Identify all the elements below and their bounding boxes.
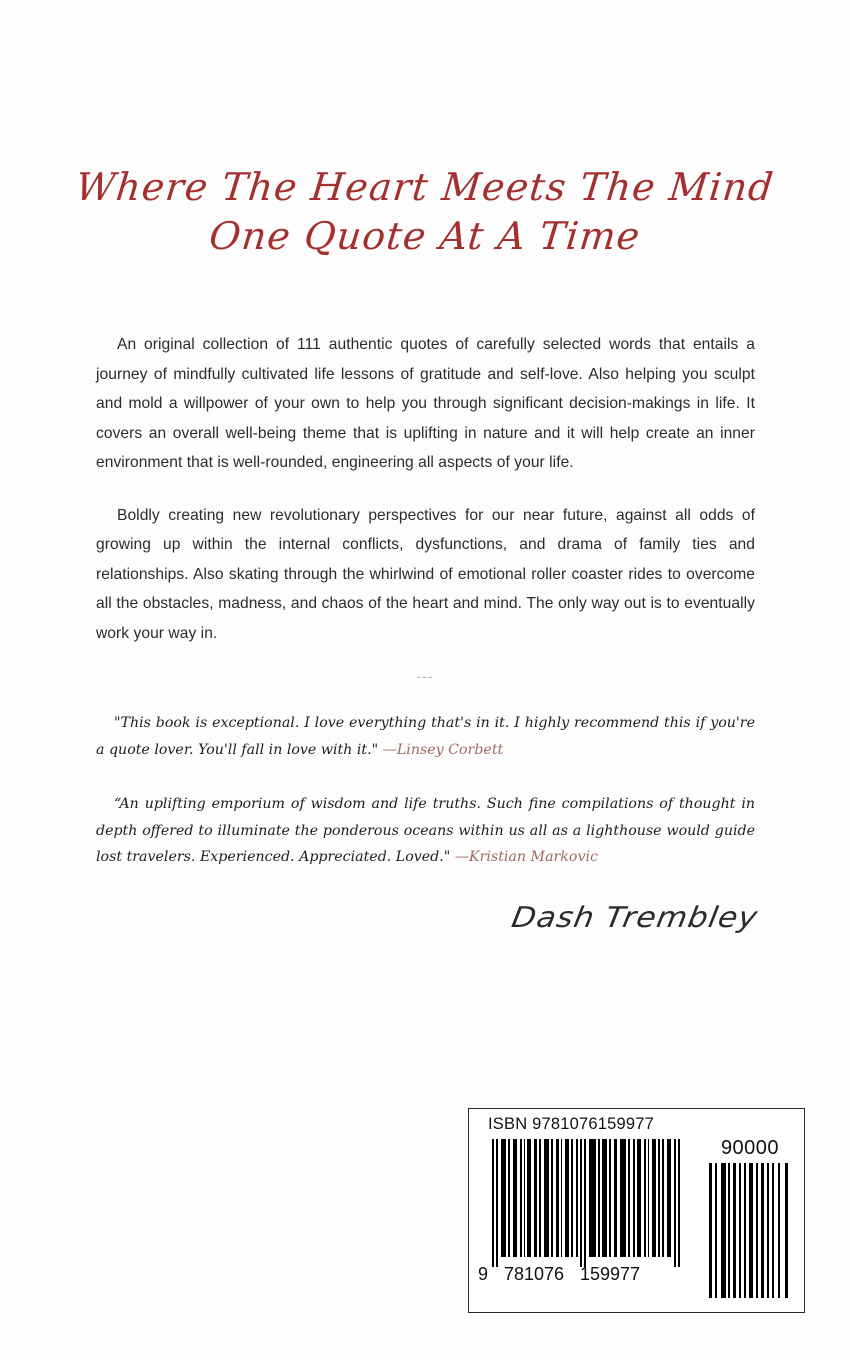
addon-digits: 90000 — [720, 1137, 780, 1159]
ean13-right-group: 159977 — [580, 1264, 641, 1284]
testimonial-2-attribution: —Kristian Markovic — [454, 849, 598, 865]
ean13-lead-digit: 9 — [478, 1264, 489, 1284]
ean13-left-group: 781076 — [504, 1264, 565, 1284]
description-paragraph-1: An original collection of 111 authentic quotes of carefully selected words that entails a journey of mindfully cultivated life lessons of gratitude and self-love. Also helping you sculpt and mold a willpower of your own to help you through significant decision-makings in life. It covers an overall well-being theme that is uplifting in nature and it will help create an inner environment that is well-rounded, engineering all aspects of your life. — [96, 336, 755, 471]
testimonial-2 — [96, 791, 755, 871]
addon-bars-svg — [707, 1163, 793, 1298]
barcode-panel — [468, 1108, 805, 1313]
section-divider: --- — [416, 668, 434, 684]
testimonial-1-quote: "This book is exceptional. I love everything that's in it. I highly recommend this if you're a quote lover. You'll fall in love with it." — [96, 715, 755, 758]
title-line-1: Where The Heart Meets The Mind — [73, 165, 777, 209]
author-signature: Dash Trembley — [509, 901, 761, 935]
isbn-label: ISBN 9781076159977 — [488, 1115, 654, 1133]
description-paragraph-2: Boldly creating new revolutionary perspectives for our near future, against all odds of growing up within the internal conflicts, dysfunctions, and drama of family ties and relationships. Also skating through the whirlwind of emotional roller coaster rides to overcome all the obstacles, madness, and chaos of the heart and mind. The only way out is to eventually work your way in. — [96, 506, 755, 642]
ean13-barcode — [478, 1139, 690, 1299]
testimonial-1-attribution: —Linsey Corbett — [382, 741, 504, 758]
addon-bars — [707, 1163, 793, 1298]
ean13-bars — [490, 1139, 690, 1267]
title-line-2: One Quote At A Time — [207, 214, 643, 258]
testimonial-2-quote: “An uplifting emporium of wisdom and life truths. Such fine compilations of thought in depth offered to illuminate the ponderous oceans within us all as a lighthouse would guide lost travelers. Experienced. Appreciated. Loved." — [96, 796, 755, 865]
testimonial-1 — [96, 710, 755, 763]
testimonials-section — [96, 710, 755, 871]
addon-barcode — [707, 1137, 793, 1298]
cover-title — [0, 165, 850, 258]
book-description — [96, 330, 755, 648]
ean13-digits — [478, 1264, 693, 1292]
ean13-bars-svg — [490, 1139, 690, 1267]
